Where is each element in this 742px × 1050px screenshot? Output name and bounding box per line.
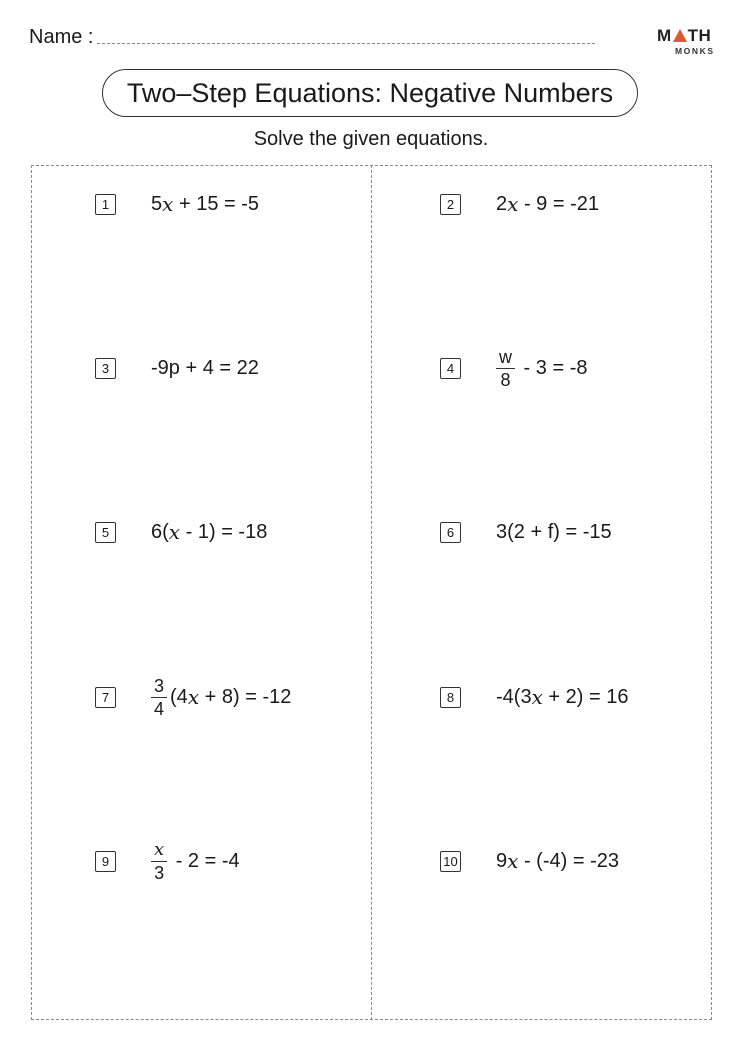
problem-number-badge: 8 [440,687,461,708]
equation-prefix: (4 [170,685,188,708]
equation [496,685,628,709]
equation [151,677,291,718]
problem-number-badge: 5 [95,522,116,543]
equation-rest: - 3 = -8 [518,356,588,379]
equation [151,357,259,380]
fraction-denominator: 4 [154,698,165,719]
fraction-numerator: 3 [151,677,167,698]
name-label: Name : [29,26,94,48]
equation-rest: + 8) = -12 [199,685,292,708]
equation-variable: x [507,849,519,873]
problem-number-badge: 9 [95,851,116,872]
equation [151,192,259,216]
logo-text-th: TH [687,26,712,45]
equation-variable: x [168,520,181,544]
fraction-denominator: 8 [500,369,511,390]
logo-triangle-icon [673,29,687,42]
name-input-line[interactable] [97,43,595,44]
logo-text-monks: MONKS [675,46,715,56]
equation-prefix: -4(3 [496,685,532,708]
problem-number-badge: 1 [95,194,116,215]
fraction-numerator: w [496,348,515,369]
instructions: Solve the given equations. [253,128,489,150]
fraction [496,348,515,389]
equation [496,521,612,544]
equation-text: -9p + 4 = 22 [151,356,259,379]
equation [496,192,599,216]
problem-number-badge: 2 [440,194,461,215]
equation [151,520,267,544]
worksheet-title-text: Two–Step Equations: Negative Numbers [126,77,614,108]
equation-coefficient: 5 [151,192,163,215]
equation-text: 3(2 + f) = -15 [496,520,612,543]
problem-number-badge: 7 [95,687,116,708]
column-divider [371,165,372,1020]
equation-variable: x [162,192,174,216]
logo-text-m: M [657,26,672,45]
fraction [151,838,167,883]
equation-variable: x [507,192,519,216]
problem-number-badge: 10 [440,851,461,872]
equation-variable: x [187,685,200,709]
problem-number-badge: 6 [440,522,461,543]
equation-variable: x [531,685,543,709]
math-monks-logo [657,27,717,56]
equation-rest: - 9 = -21 [518,192,600,215]
equation [496,348,587,389]
equation-coefficient: 9 [496,849,508,872]
equation-rest: + 2) = 16 [542,685,629,708]
equation-rest: - 2 = -4 [170,849,240,872]
problem-number-badge: 4 [440,358,461,379]
equation-coefficient: 2 [496,192,508,215]
equation-rest: + 15 = -5 [173,192,260,215]
equation-prefix: 6( [151,520,169,543]
equation [496,849,619,873]
problem-number-badge: 3 [95,358,116,379]
equation-rest: - (-4) = -23 [518,849,619,872]
equation-rest: - 1) = -18 [180,520,268,543]
fraction-numerator: x [151,841,167,862]
fraction [151,677,167,718]
equation [151,838,240,883]
worksheet-title [102,69,638,117]
fraction-denominator: 3 [154,862,165,883]
